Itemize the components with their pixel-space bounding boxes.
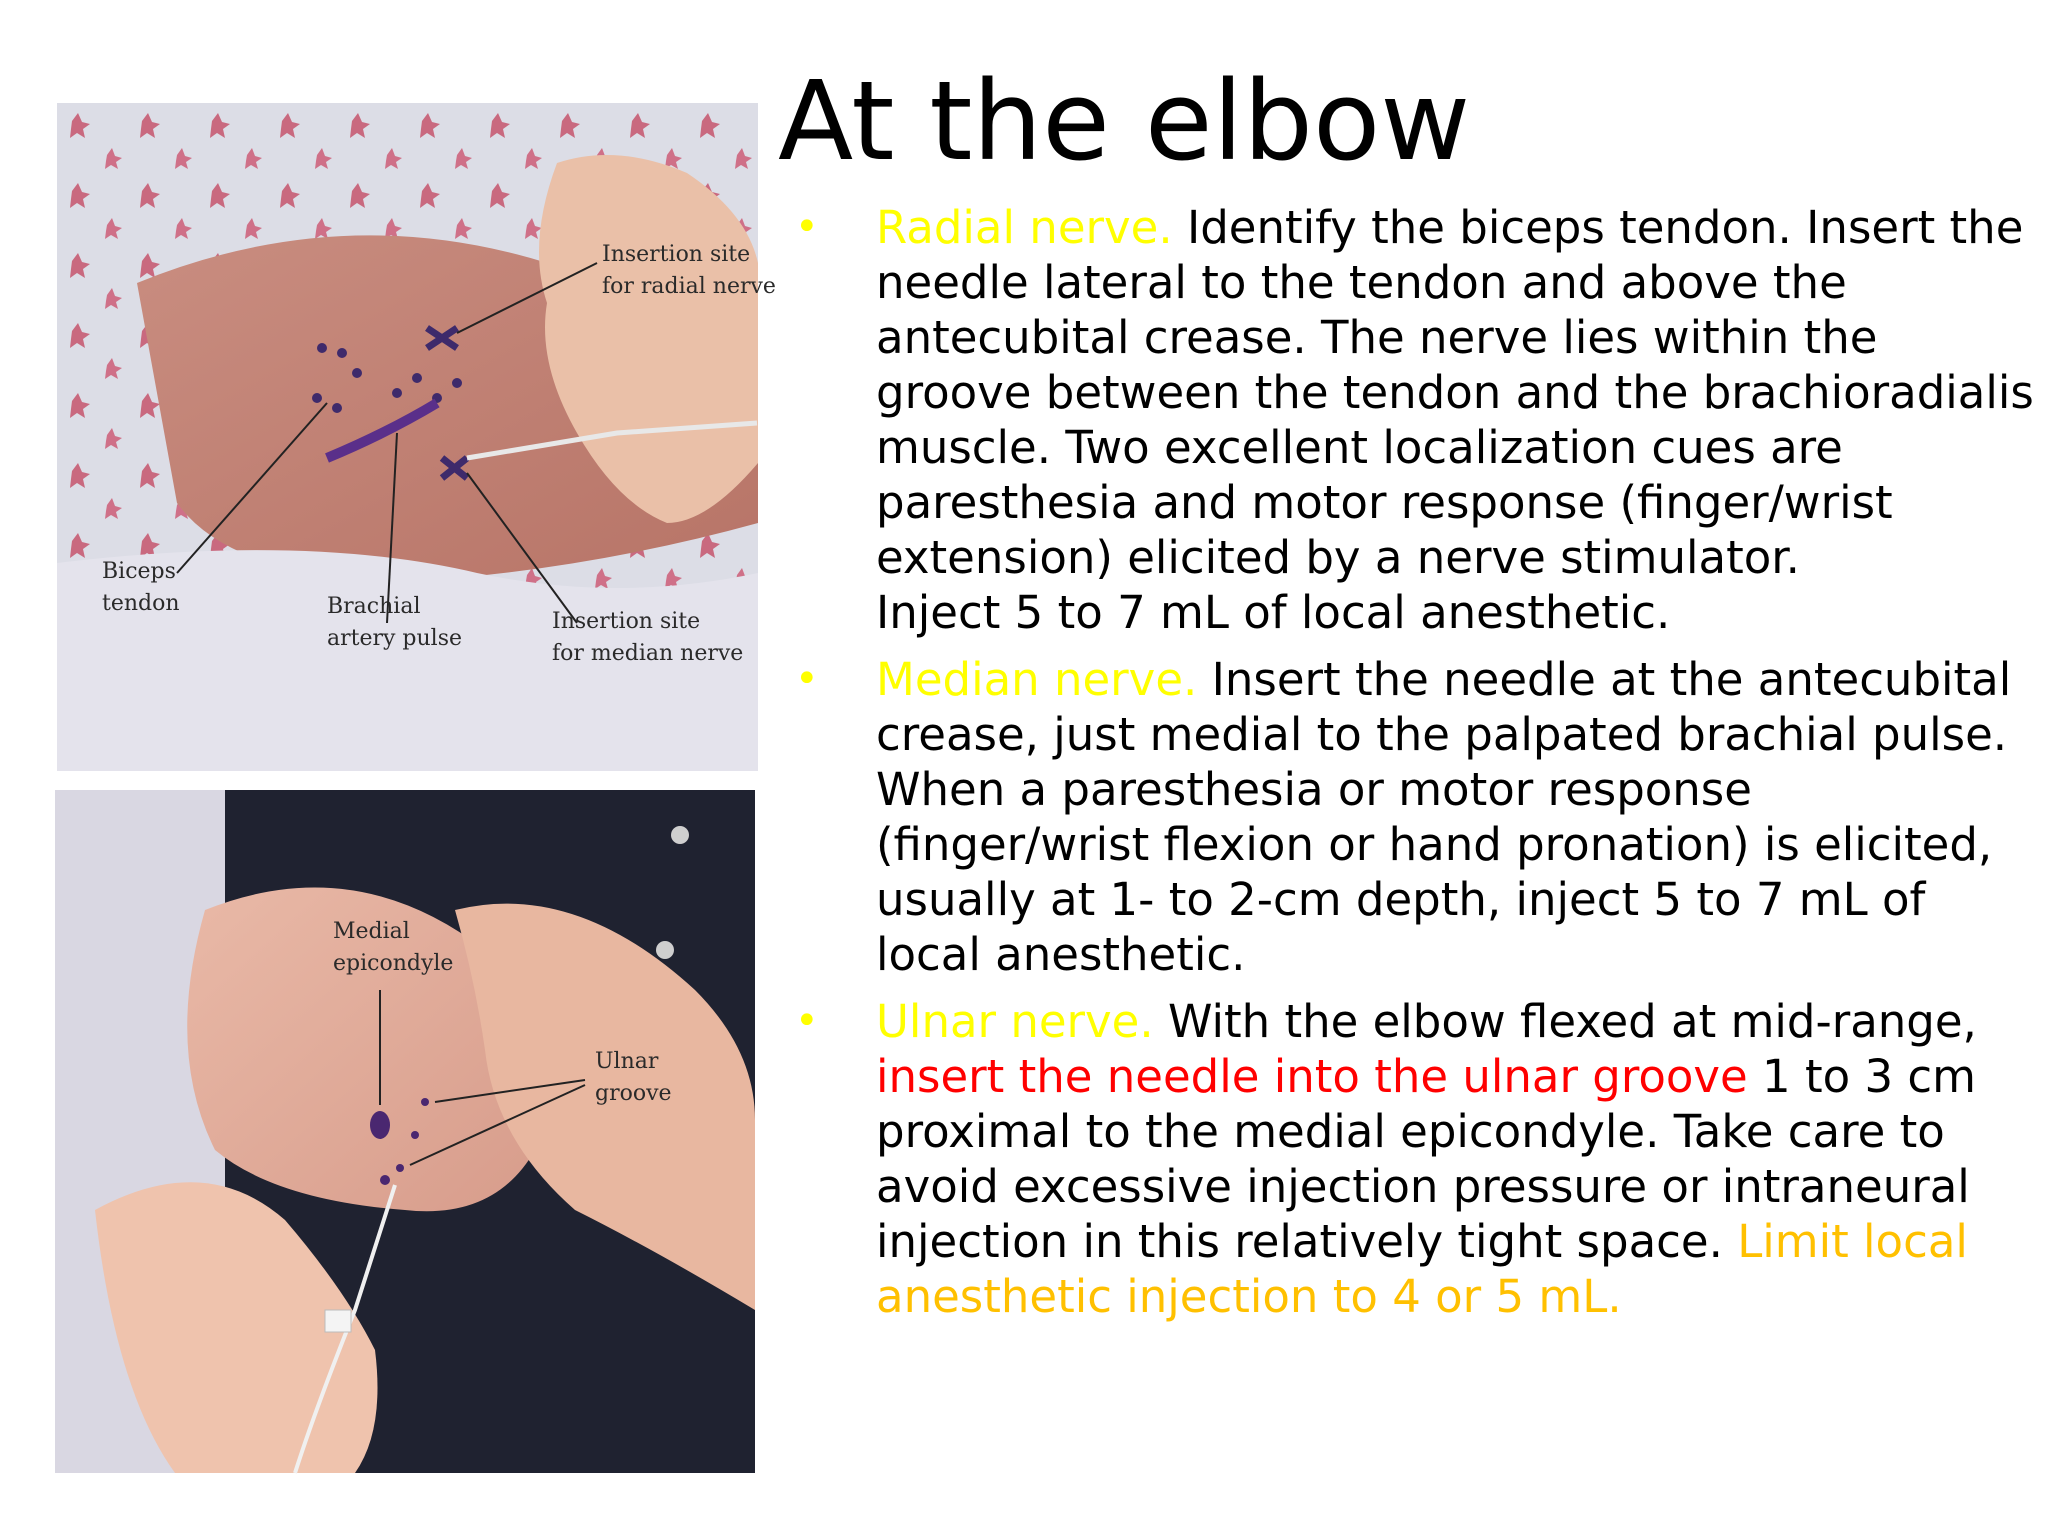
bullet-dot: • xyxy=(795,204,819,250)
svg-text:Medial xyxy=(333,919,410,944)
svg-text:artery pulse xyxy=(327,626,462,651)
label-insertion-median-2: for median nerve xyxy=(552,641,744,666)
bullet-list xyxy=(788,200,2038,1336)
label-brachial-1: Brachial xyxy=(327,594,421,619)
label-ulnar-2: groove xyxy=(595,1081,672,1106)
radial-median-photo xyxy=(57,103,776,771)
svg-text:epicondyle xyxy=(333,951,453,976)
bullet-text-ulnar-red: insert the needle into the ulnar groove xyxy=(876,1050,1748,1103)
bullet-text-median: Insert the needle at the antecubital crease, just medial to the palpated brachial pulse. When a paresthesia or motor response (finger/wrist flexion or hand pronation) is elicited, usually at 1- to 2-cm depth, inject 5 to 7 mL of local anesthetic. xyxy=(876,653,2012,981)
ulnar-figure xyxy=(55,790,755,1473)
bullet-radial-nerve xyxy=(788,200,2038,640)
label-biceps-2: tendon xyxy=(102,591,180,616)
shirt-button-1 xyxy=(671,826,689,844)
bullet-text-radial: Identify the biceps tendon. Insert the needle lateral to the tendon and above the antecubital crease. The nerve lies within the groove between the tendon and the brachioradialis muscle. Two excellent localization cues are paresthesia and motor response (finger/wrist extension) elicited by a nerve stimulator. xyxy=(876,201,2034,584)
bullet-dot: • xyxy=(795,656,819,702)
label-medial-2: epicondyle xyxy=(333,951,454,976)
bullet-ulnar-nerve xyxy=(788,994,2038,1324)
label-insertion-radial-1: Insertion site xyxy=(602,242,751,267)
label-insertion-median-1: Insertion site xyxy=(552,609,701,634)
svg-text:Biceps xyxy=(102,559,176,584)
bullet-lead-median: Median nerve. xyxy=(876,653,1198,706)
bullet-text-radial-inject: Inject 5 to 7 mL of local anesthetic. xyxy=(876,586,1671,639)
svg-text:for radial nerve xyxy=(602,274,776,299)
bullet-median-nerve xyxy=(788,652,2038,982)
bullet-dot: • xyxy=(795,998,819,1044)
svg-text:groove xyxy=(595,1081,672,1106)
label-ulnar-1: Ulnar xyxy=(595,1049,659,1074)
svg-text:Insertion site xyxy=(552,609,700,634)
svg-text:Insertion site xyxy=(602,242,750,267)
label-brachial-2: artery pulse xyxy=(327,626,463,651)
ulnar-photo xyxy=(55,790,755,1473)
bullet-text-ulnar-2: 1 to 3 cm proximal to the medial epicondyle. Take care to avoid excessive injection pressure or intraneural injection in this relatively tight space. xyxy=(876,1050,1976,1268)
shirt-button-2 xyxy=(656,941,674,959)
needle-hub xyxy=(325,1310,351,1332)
bullet-text-ulnar-1: With the elbow flexed at mid-range, xyxy=(1153,995,1977,1048)
label-insertion-radial-2: for radial nerve xyxy=(602,274,776,299)
svg-text:Ulnar xyxy=(595,1049,659,1074)
bullet-lead-radial: Radial nerve. xyxy=(876,201,1173,254)
label-medial-1: Medial xyxy=(333,919,410,944)
svg-text:for median nerve xyxy=(552,641,743,666)
bullet-text-ulnar-orange: Limit local anesthetic injection to 4 or 5 mL. xyxy=(876,1215,1968,1323)
svg-text:Brachial xyxy=(327,594,420,619)
radial-median-figure xyxy=(57,103,776,771)
label-biceps-1: Biceps xyxy=(102,559,176,584)
svg-text:tendon xyxy=(102,591,180,616)
slide-title: At the elbow xyxy=(778,57,1471,185)
bullet-lead-ulnar: Ulnar nerve. xyxy=(876,995,1154,1048)
